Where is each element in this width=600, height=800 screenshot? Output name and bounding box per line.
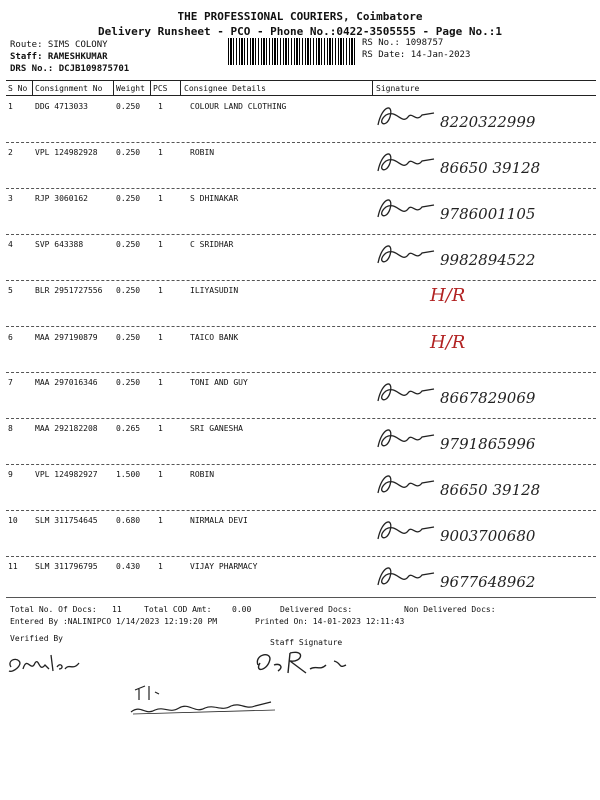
row-pcs: 1 (158, 516, 163, 525)
row-signature-note: 86650 39128 (440, 481, 541, 499)
total-docs-value: 11 (112, 605, 122, 614)
row-divider (6, 188, 596, 189)
staff-signature-label: Staff Signature (270, 638, 343, 647)
row-consignment: BLR 2951727556 (35, 286, 103, 295)
additional-signature (125, 680, 285, 720)
row-sno: 10 (8, 516, 18, 525)
row-consignment: MAA 297016346 (35, 378, 98, 387)
total-cod-label: Total COD Amt: (144, 605, 212, 614)
row-sno: 5 (8, 286, 13, 295)
row-consignee: COLOUR LAND CLOTHING (190, 102, 287, 111)
row-sno: 9 (8, 470, 13, 479)
row-consignment: MAA 292182208 (35, 424, 98, 433)
delivered-docs-label: Delivered Docs: (280, 605, 353, 614)
row-consignment: SLM 311796795 (35, 562, 98, 571)
row-divider (6, 510, 596, 511)
row-signature-note: 9003700680 (440, 527, 536, 545)
row-divider (6, 142, 596, 143)
row-weight: 0.250 (116, 194, 141, 203)
row-divider (6, 464, 596, 465)
row-signature-note: 9677648962 (440, 573, 536, 591)
row-consignment: MAA 297190879 (35, 333, 98, 342)
row-consignee: C SRIDHAR (190, 240, 234, 249)
consignee-signature (372, 467, 442, 501)
row-consignee: ILIYASUDIN (190, 286, 239, 295)
barcode (228, 38, 355, 65)
row-signature-note: 86650 39128 (440, 159, 541, 177)
row-divider (6, 234, 596, 235)
row-signature-note: 9982894522 (440, 251, 536, 269)
row-sno: 4 (8, 240, 13, 249)
row-pcs: 1 (158, 378, 163, 387)
verified-by-label: Verified By (10, 634, 63, 643)
total-docs-label: Total No. Of Docs: (10, 605, 97, 614)
row-consignment: SLM 311754645 (35, 516, 98, 525)
table-header-rule (6, 95, 596, 96)
row-divider (6, 556, 596, 557)
row-weight: 0.250 (116, 378, 141, 387)
row-divider (6, 326, 596, 327)
row-signature-note: 8667829069 (440, 389, 536, 407)
row-consignee: SRI GANESHA (190, 424, 243, 433)
row-consignment: VPL 124982928 (35, 148, 98, 157)
consignee-signature (372, 99, 442, 133)
row-weight: 0.430 (116, 562, 141, 571)
route-label: Route: SIMS COLONY (10, 40, 108, 50)
row-consignment: SVP 643388 (35, 240, 84, 249)
row-signature-note: H/R (430, 285, 466, 306)
row-weight: 1.500 (116, 470, 141, 479)
row-pcs: 1 (158, 424, 163, 433)
company-title: THE PROFESSIONAL COURIERS, Coimbatore (177, 10, 423, 23)
row-sno: 11 (8, 562, 18, 571)
row-divider (6, 372, 596, 373)
consignee-signature (372, 237, 442, 271)
row-weight: 0.680 (116, 516, 141, 525)
total-cod-value: 0.00 (232, 605, 252, 614)
row-weight: 0.250 (116, 148, 141, 157)
col-weight: Weight (116, 84, 145, 93)
row-sno: 7 (8, 378, 13, 387)
row-consignee: TAICO BANK (190, 333, 239, 342)
row-consignee: S DHINAKAR (190, 194, 239, 203)
consignee-signature (372, 145, 442, 179)
non-delivered-docs-label: Non Delivered Docs: (404, 605, 496, 614)
row-sno: 1 (8, 102, 13, 111)
footer-rule (6, 597, 596, 598)
row-signature-note: 9791865996 (440, 435, 536, 453)
consignee-signature (372, 421, 442, 455)
consignee-signature (372, 559, 442, 593)
consignee-signature (372, 513, 442, 547)
row-pcs: 1 (158, 333, 163, 342)
row-pcs: 1 (158, 148, 163, 157)
row-divider (6, 280, 596, 281)
col-signature: Signature (376, 84, 420, 93)
row-consignee: ROBIN (190, 470, 215, 479)
row-signature-note: 8220322999 (440, 113, 536, 131)
row-consignment: VPL 124982927 (35, 470, 98, 479)
row-sno: 6 (8, 333, 13, 342)
row-consignee: NIRMALA DEVI (190, 516, 248, 525)
row-weight: 0.250 (116, 102, 141, 111)
row-consignee: VIJAY PHARMACY (190, 562, 258, 571)
row-divider (6, 418, 596, 419)
staff-signature (250, 645, 360, 680)
consignee-signature (372, 375, 442, 409)
staff-label: Staff: RAMESHKUMAR (10, 52, 108, 62)
row-pcs: 1 (158, 102, 163, 111)
row-sno: 3 (8, 194, 13, 203)
row-sno: 8 (8, 424, 13, 433)
col-sno: S No (8, 84, 28, 93)
entered-by: Entered By :NALINIPCO 1/14/2023 12:19:20 PM (10, 617, 218, 626)
printed-on: Printed On: 14-01-2023 12:11:43 (255, 617, 405, 626)
consignee-signature (372, 191, 442, 225)
col-consignee: Consignee Details (184, 84, 266, 93)
row-pcs: 1 (158, 194, 163, 203)
drs-number: DRS No.: DCJB109875701 (10, 64, 130, 74)
row-weight: 0.250 (116, 286, 141, 295)
row-weight: 0.250 (116, 333, 141, 342)
row-signature-note: H/R (430, 332, 466, 353)
col-consignment: Consignment No (35, 84, 103, 93)
row-consignee: ROBIN (190, 148, 215, 157)
row-signature-note: 9786001105 (440, 205, 536, 223)
row-consignment: RJP 3060162 (35, 194, 88, 203)
row-weight: 0.250 (116, 240, 141, 249)
row-sno: 2 (8, 148, 13, 157)
rs-date: RS Date: 14-Jan-2023 (362, 50, 471, 60)
row-pcs: 1 (158, 562, 163, 571)
table-top-rule (6, 80, 596, 81)
rs-number: RS No.: 1098757 (362, 38, 444, 48)
row-pcs: 1 (158, 470, 163, 479)
col-pcs: PCS (153, 84, 168, 93)
row-weight: 0.265 (116, 424, 141, 433)
row-consignment: DDG 4713033 (35, 102, 88, 111)
runsheet-title: Delivery Runsheet - PCO - Phone No.:0422-3505555 - Page No.:1 (98, 25, 502, 38)
verifier-signature (5, 645, 85, 680)
row-pcs: 1 (158, 240, 163, 249)
row-pcs: 1 (158, 286, 163, 295)
row-consignee: TONI AND GUY (190, 378, 248, 387)
